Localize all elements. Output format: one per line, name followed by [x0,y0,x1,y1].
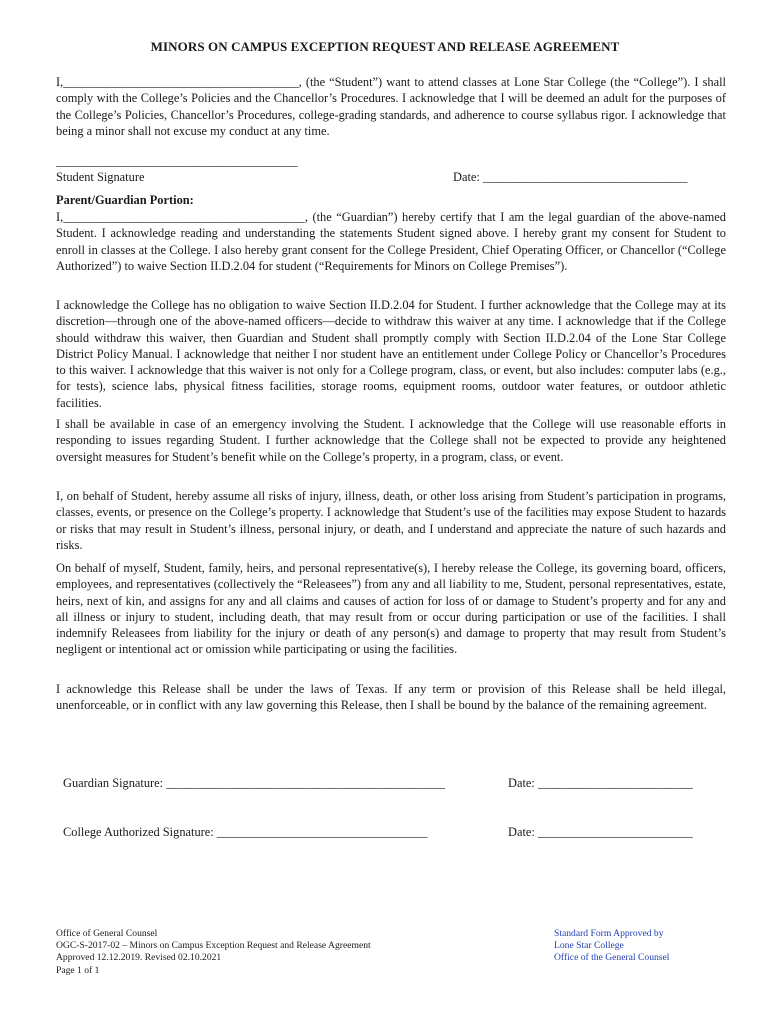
student-date-label: Date: [453,170,483,184]
footer-page-number: Page 1 of 1 [56,964,100,976]
intro-paragraph [56,74,726,139]
footer-counsel: Office of the General Counsel [554,952,670,964]
footer-right [554,928,669,965]
college-date-label: Date: [508,825,538,839]
waiver-paragraph: I acknowledge the College has no obligation to waive Section II.D.2.04 for Student. I further acknowledge that the College may at its discretion—through one of the above-named officers—decide to withdraw this waiver at any time. I acknowledge that if the College should withdraw this waiver, then Guardian and Student shall promptly comply with Section II.D.2.04 of the Lone Star College District Policy Manual. I acknowledge that neither I nor student have an entitlement under College Policy or Chancellor’s Procedures to this waiver. I acknowledge that this waiver is not only for a College program, class, or event, but also includes: computer labs (e.g., for tests), science labs, physical fitness facilities, storage rooms, equipment rooms, outdoor water features, or outdoor athletic facilities. [56,298,726,410]
student-date-field[interactable]: _________________________________ [482,170,688,184]
student-date-group [453,170,687,185]
college-date-field[interactable]: _________________________ [537,825,693,839]
student-signature-field[interactable]: _______________________________________ [56,154,298,168]
guardian-heading: Parent/Guardian Portion: [56,193,194,207]
guardian-paragraph [56,209,726,274]
footer-form-id: OGC-S-2017-02 – Minors on Campus Exception Request and Release Agreement [56,940,371,952]
college-signature-label: College Authorized Signature: [63,825,217,839]
footer-approval: Approved 12.12.2019. Revised 02.10.2021 [56,952,222,964]
guardian-text: , (the “Guardian”) hereby certify that I am the legal guardian of the above-named Student. I acknowledge reading and understanding the statements Student signed above. I hereby grant my consent for Student to enroll in classes at the College. I also hereby grant consent for the College President, Chief Operating Officer, or Chancellor (“College Authorized”) to waive Section II.D.2.04 for student (“Requirements for Minors on College Premises”). [56,210,726,273]
release-paragraph: On behalf of myself, Student, family, heirs, and personal representative(s), I hereby release the College, its governing board, officers, employees, and representatives (collectively the “Releasees”) from any and all liability to me, Student, personal representatives, estate, heirs, next of kin, and assigns for any and all claims and causes of action for loss of or damage to Student’s property and for any and all illness or injury to student, including death, that may result from or occur during participation or use of the facilities. I shall indemnify Releasees from liability for the injury or death of any person(s) and damage to property that may result from Student’s negligent or intentional act or omission while participating or using the facilities. [56,561,726,657]
document-title: MINORS ON CAMPUS EXCEPTION REQUEST AND RELEASE AGREEMENT [150,39,620,54]
governing-law-paragraph: I acknowledge this Release shall be under the laws of Texas. If any term or provision of this Release shall be held illegal, unenforceable, or in conflict with any law governing this Release, then I shall be bound by the balance of the remaining agreement. [56,682,726,713]
intro-prefix: I, [56,75,64,89]
intro-text: , (the “Student”) want to attend classes at Lone Star College (the “College”). I shall comply with the College’s Policies and the Chancellor’s Procedures. I acknowledge that I will be deemed an adult for the purposes of the College’s Policies, Chancellor’s Procedures, college-grading standards, and adherence to course syllabus rigor. I acknowledge that being a minor shall not excuse my conduct at any time. [56,75,726,138]
guardian-date-field[interactable]: _________________________ [537,776,693,790]
college-signature-group [63,825,427,840]
guardian-signature-label: Guardian Signature: [63,776,167,790]
guardian-date-group [508,776,693,791]
guardian-prefix: I, [56,210,64,224]
footer-left [56,928,371,977]
student-name-field[interactable]: ______________________________________ [63,75,299,89]
college-date-group [508,825,693,840]
student-signature-label: Student Signature [56,170,145,184]
emergency-paragraph: I shall be available in case of an emergency involving the Student. I acknowledge that the College will use reasonable efforts in responding to issues regarding Student. I further acknowledge that the College shall not be expected to provide any heightened oversight measures for Student’s benefit while on the College’s property, in a program, class, or event. [56,417,726,464]
college-signature-field[interactable]: __________________________________ [216,825,428,839]
guardian-signature-field[interactable]: _____________________________________________ [166,776,446,790]
footer-college: Lone Star College [554,940,624,952]
guardian-date-label: Date: [508,776,538,790]
risk-paragraph: I, on behalf of Student, hereby assume all risks of injury, illness, death, or other loss arising from Student’s participation in programs, classes, events, or presence on the College’s property. I acknowledge that Student’s use of the facilities may expose Student to hazards or risks that may result in Student’s illness, personal injury, or death, and I understand and appreciate the nature of such hazards and risks. [56,489,726,552]
footer-office: Office of General Counsel [56,928,158,939]
guardian-name-field[interactable]: _______________________________________ [63,210,305,224]
footer-approved-by: Standard Form Approved by [554,928,664,939]
guardian-signature-group [63,776,445,791]
